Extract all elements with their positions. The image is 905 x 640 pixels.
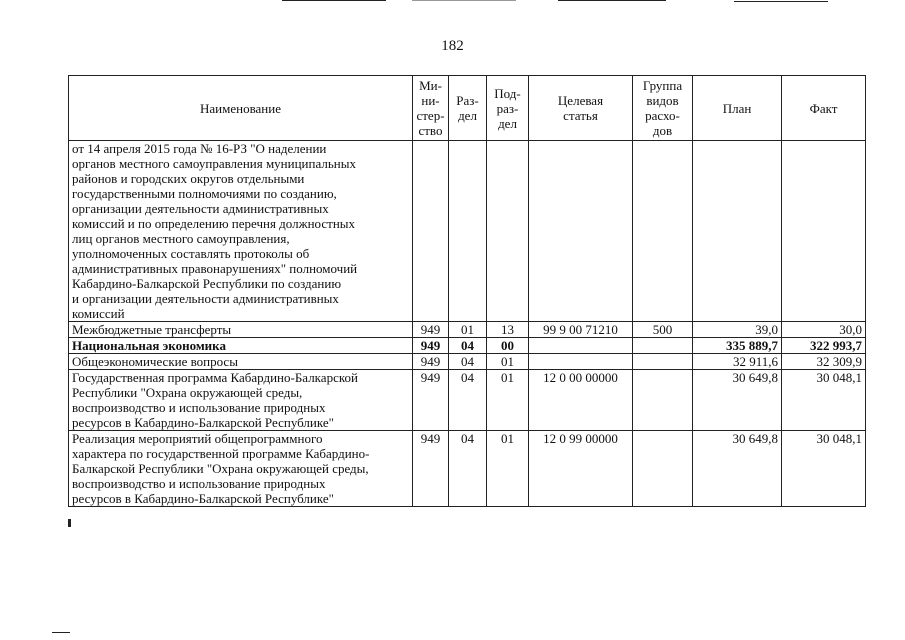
cell-ministry: 949 <box>413 322 449 338</box>
col-header-section-line: Раз- <box>456 93 479 108</box>
col-header-expense-group-line: видов <box>646 93 679 108</box>
cell-section: 04 <box>449 370 487 431</box>
cell-target: 99 9 00 71210 <box>529 322 633 338</box>
row-name-line: государственными полномочиями по созданию, <box>72 186 337 201</box>
header-row <box>69 76 866 141</box>
row-name <box>69 141 413 322</box>
row-name-line: Республики "Охрана окружающей среды, <box>72 385 303 400</box>
row-name <box>69 322 413 338</box>
col-header-expense-group-line: Группа <box>642 78 683 93</box>
row-name-line: воспроизводство и использование природных <box>72 400 326 415</box>
row-name-line: уполномоченных составлять протоколы об <box>72 246 310 261</box>
row-name <box>69 431 413 507</box>
col-header-expense-group <box>633 76 693 141</box>
col-header-subsection <box>487 76 529 141</box>
col-header-name: Наименование <box>69 76 413 141</box>
row-name-line: организации деятельности административных <box>72 201 329 216</box>
cell-ministry: 949 <box>413 338 449 354</box>
row-name <box>69 370 413 431</box>
cell-fact: 30,0 <box>782 322 866 338</box>
cell-subsection: 01 <box>487 354 529 370</box>
cell-section: 01 <box>449 322 487 338</box>
col-header-expense-group-line: расхо- <box>645 108 680 123</box>
row-name-line: воспроизводство и использование природных <box>72 476 326 491</box>
cell-ministry: 949 <box>413 354 449 370</box>
col-header-expense-group-line: дов <box>652 123 673 138</box>
row-name-line: ресурсов в Кабардино-Балкарской Республике" <box>72 491 334 506</box>
cell-plan: 32 911,6 <box>693 354 782 370</box>
col-header-fact: Факт <box>782 76 866 141</box>
row-name-line: от 14 апреля 2015 года № 16-РЗ "О наделении <box>72 141 327 156</box>
col-header-section-line: дел <box>458 108 477 123</box>
cell-subsection: 13 <box>487 322 529 338</box>
row-name <box>69 338 413 354</box>
row-name-line: районов и городских округов отдельными <box>72 171 305 186</box>
cell-plan: 30 649,8 <box>693 370 782 431</box>
cell-group <box>633 431 693 507</box>
col-header-subsection-line: Под- <box>494 85 521 101</box>
table-row <box>69 370 866 431</box>
col-header-subsection-line: раз- <box>496 100 519 116</box>
col-header-ministry <box>413 76 449 141</box>
table-row <box>69 322 866 338</box>
col-header-ministry-line: Ми- <box>419 78 442 93</box>
row-name <box>69 354 413 370</box>
cell-fact: 322 993,7 <box>782 338 866 354</box>
cell-fact: 30 048,1 <box>782 431 866 507</box>
row-name-line: Межбюджетные трансферты <box>72 322 232 337</box>
cell-target: 12 0 99 00000 <box>529 431 633 507</box>
col-header-target-line: Целевая <box>557 93 604 108</box>
table-row <box>69 141 866 322</box>
table-row <box>69 338 866 354</box>
table-body <box>69 141 866 507</box>
cell-section: 04 <box>449 431 487 507</box>
col-header-target <box>529 76 633 141</box>
cell-subsection <box>487 141 529 322</box>
cell-target: 12 0 00 00000 <box>529 370 633 431</box>
cell-plan: 39,0 <box>693 322 782 338</box>
row-name-line: характера по государственной программе Кабардино- <box>72 446 370 461</box>
cell-fact: 32 309,9 <box>782 354 866 370</box>
cell-section <box>449 141 487 322</box>
cell-subsection: 01 <box>487 431 529 507</box>
cell-plan: 335 889,7 <box>693 338 782 354</box>
table-edge-mark <box>68 519 71 527</box>
row-name-line: лиц органов местного самоуправления, <box>72 231 290 246</box>
col-header-subsection-line: дел <box>498 115 517 131</box>
col-header-ministry-line: стер- <box>416 108 445 123</box>
row-name-line: административных правонарушениях" полномочий <box>72 261 358 276</box>
cell-ministry: 949 <box>413 431 449 507</box>
cell-section: 04 <box>449 338 487 354</box>
col-header-ministry-line: ни- <box>421 93 440 108</box>
table-row <box>69 354 866 370</box>
cell-group <box>633 354 693 370</box>
col-header-ministry-line: ство <box>418 123 443 138</box>
cell-plan <box>693 141 782 322</box>
row-name-line: Общеэкономические вопросы <box>72 354 238 369</box>
cell-target <box>529 141 633 322</box>
row-name-line: Государственная программа Кабардино-Балкарской <box>72 370 358 385</box>
col-header-plan: План <box>693 76 782 141</box>
row-name-line: комиссий <box>72 306 125 321</box>
cell-ministry: 949 <box>413 370 449 431</box>
table-row <box>69 431 866 507</box>
cell-ministry <box>413 141 449 322</box>
cell-plan: 30 649,8 <box>693 431 782 507</box>
cell-fact: 30 048,1 <box>782 370 866 431</box>
row-name-line: Кабардино-Балкарской Республики по созданию <box>72 276 342 291</box>
cell-section: 04 <box>449 354 487 370</box>
row-name-line: ресурсов в Кабардино-Балкарской Республике" <box>72 415 334 430</box>
budget-table <box>68 75 866 507</box>
row-name-line: комиссий и по определению перечня должностных <box>72 216 356 231</box>
row-name-line: Национальная экономика <box>72 338 226 353</box>
cell-group <box>633 141 693 322</box>
col-header-section <box>449 76 487 141</box>
row-name-line: Реализация мероприятий общепрограммного <box>72 431 323 446</box>
row-name-line: органов местного самоуправления муниципальных <box>72 156 356 171</box>
col-header-target-line: статья <box>563 108 598 123</box>
cell-target <box>529 354 633 370</box>
cell-target <box>529 338 633 354</box>
cell-fact <box>782 141 866 322</box>
cell-subsection: 01 <box>487 370 529 431</box>
row-name-line: Балкарской Республики "Охрана окружающей среды, <box>72 461 369 476</box>
cell-group <box>633 338 693 354</box>
cell-subsection: 00 <box>487 338 529 354</box>
cell-group <box>633 370 693 431</box>
page-number: 182 <box>441 38 464 54</box>
cell-group: 500 <box>633 322 693 338</box>
row-name-line: и организации деятельности административных <box>72 291 339 306</box>
